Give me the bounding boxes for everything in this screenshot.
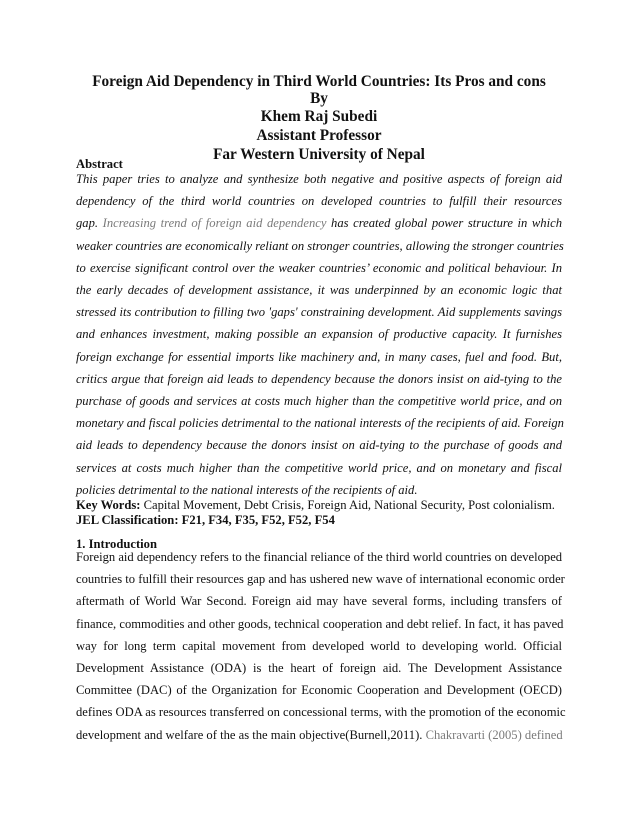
intro-line: Committee (DAC) of the Organization for Economic Cooperation and Development (OECD) [76, 683, 562, 698]
abstract-line: foreign exchange for essential imports like machinery and, in many cases, fuel and food. But, [76, 349, 562, 364]
intro-line: aftermath of World War Second. Foreign aid may have several forms, including transfers of [76, 594, 562, 609]
paper-title: Foreign Aid Dependency in Third World Countries: Its Pros and cons [92, 73, 546, 90]
abstract-line-segment: gap. [76, 216, 103, 231]
keywords-line [76, 498, 562, 513]
intro-citation-segment: Chakravarti (2005) defined [425, 727, 563, 742]
intro-line: defines ODA as resources transferred on concessional terms, with the promotion of the economic [76, 705, 566, 720]
abstract-highlighted-phrase: Increasing trend of foreign aid dependency [102, 216, 327, 231]
author-position: Assistant Professor [256, 127, 382, 144]
abstract-body [76, 168, 562, 501]
keywords-text: Capital Movement, Debt Crisis, Foreign Aid, National Security, Post colonialism. [140, 498, 555, 512]
title-block [0, 73, 638, 164]
intro-line: way for long term capital movement from developed world to developing world. Official [76, 638, 562, 653]
abstract-line: to exercise significant control over the weaker countries’ economic and political behaviour. In [76, 260, 562, 275]
intro-line [76, 724, 562, 746]
abstract-line-segment: has created global power structure in which [326, 216, 562, 231]
abstract-line: This paper tries to analyze and synthesize both negative and positive aspects of foreign aid [76, 172, 562, 186]
intro-line: countries to fulfill their resources gap and has ushered new wave of international economic order [76, 572, 565, 587]
abstract-line: critics argue that foreign aid leads to dependency because the donors insist on aid-tying to the [76, 371, 562, 386]
intro-line-segment: development and welfare of the as the main objective(Burnell,2011). [76, 727, 426, 742]
abstract-line: stressed its contribution to filling two 'gaps' constraining development. Aid supplements savings [76, 305, 562, 320]
intro-line: finance, commodities and other goods, technical cooperation and debt relief. In fact, it has paved [76, 616, 564, 631]
author-name: Khem Raj Subedi [260, 108, 378, 125]
intro-line: Development Assistance (ODA) is the heart of foreign aid. The Development Assistance [76, 661, 562, 676]
abstract-line: policies detrimental to the national interests of the recipients of aid. [76, 482, 418, 497]
abstract-line: the early decades of development assistance, it was underpinned by an economic logic that [76, 283, 562, 298]
abstract-line: weaker countries are economically reliant on stronger countries, allowing the stronger countries [76, 238, 564, 253]
jel-classification: JEL Classification: F21, F34, F35, F52, F52, F54 [76, 513, 335, 527]
introduction-body [76, 546, 566, 746]
abstract-heading: Abstract [76, 157, 123, 171]
author-affiliation: Far Western University of Nepal [213, 146, 425, 163]
abstract-line: monetary and fiscal policies detrimental to the national interests of the recipients of aid. Foreign [76, 416, 564, 431]
abstract-line [76, 212, 562, 234]
abstract-line: purchase of goods and services at costs much higher than the competitive world price, and on [76, 394, 562, 409]
introduction-heading: 1. Introduction [76, 537, 157, 551]
intro-line: Foreign aid dependency refers to the financial reliance of the third world countries on developed [76, 550, 563, 564]
abstract-line: services at costs much higher than the competitive world price, and on monetary and fiscal [76, 460, 562, 475]
abstract-line: dependency of the third world countries on developed countries to fulfill their resources [76, 194, 562, 209]
abstract-line: aid leads to dependency because the donors insist on aid-tying to the purchase of goods and [76, 438, 562, 453]
abstract-line: and enhances investment, making possible an expansion of productive capacity. It furnishes [76, 327, 562, 342]
keywords-label: Key Words: [76, 498, 141, 512]
title-by: By [310, 90, 328, 107]
